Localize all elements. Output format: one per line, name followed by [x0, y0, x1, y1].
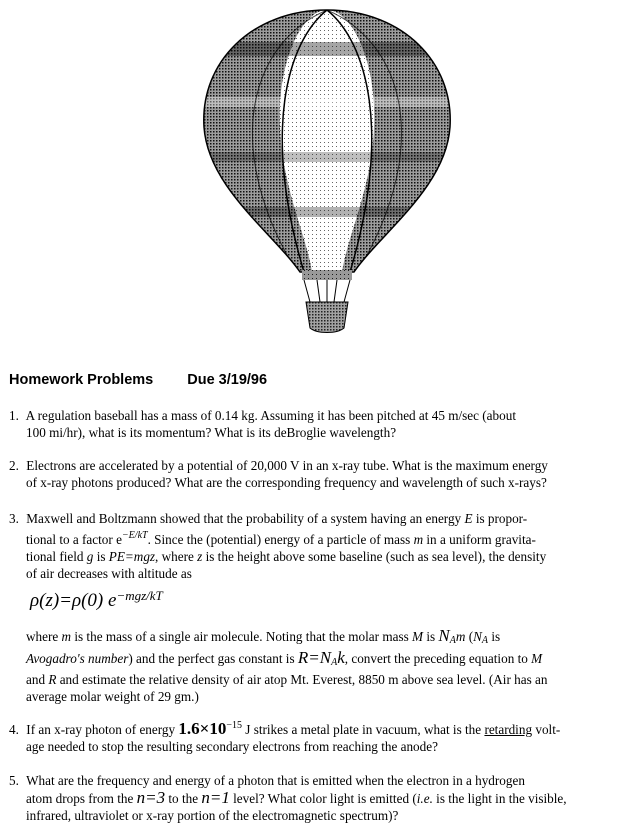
subscript: A [449, 635, 456, 646]
problem-text: volt- [532, 722, 561, 737]
problem-text: and estimate the relative density of air atop Mt. Everest, 8850 m above sea level. (Air has an [56, 672, 548, 687]
problem-text: What are the frequency and energy of a photon that is emitted when the electron in a hydrogen [26, 773, 525, 788]
variable-M: M [412, 629, 424, 644]
quantum-number-3: n=3 [136, 788, 166, 807]
density-equation [30, 588, 163, 612]
problem-text: A regulation baseball has a mass of 0.14 kg. Assuming it has been pitched at 45 m/sec (about [25, 408, 516, 423]
avogadro-term: Avogadro's number [26, 651, 129, 666]
problem-text: age needed to stop the resulting secondary electrons from reaching the anode? [26, 739, 438, 754]
problem-text: is [423, 629, 439, 644]
problem-text: where [26, 629, 62, 644]
problem-text: tional to a factor e [26, 532, 122, 547]
variable-M: M [531, 651, 543, 666]
energy-exponent: −15 [226, 720, 242, 731]
problem-text: and [26, 672, 49, 687]
problem-text: tional field [26, 549, 87, 564]
quantum-number-1: n=1 [201, 788, 230, 807]
problem-text: J strikes a metal plate in vacuum, what is the [241, 722, 485, 737]
problem-text: is the mass of a single air molecule. Noting that the molar mass [71, 629, 413, 644]
due-date: Due 3/19/96 [187, 372, 268, 388]
variable-m: m [413, 532, 424, 547]
variable-E: E [464, 511, 473, 526]
problem-text: is the height above some baseline (such as sea level), the density [202, 549, 547, 564]
problem-number: 3. [9, 511, 19, 526]
problem-text: atom drops from the [26, 791, 137, 806]
problem-text: is [488, 629, 501, 644]
problem-text: Electrons are accelerated by a potential of 20,000 V in an x-ray tube. What is the maximum energy [26, 458, 548, 473]
problem-text: , where [155, 549, 198, 564]
problem-text: level? What color light is emitted ( [229, 791, 417, 806]
problem-text: , convert the preceding equation to [344, 651, 532, 666]
variable-m: m [455, 629, 466, 644]
subscript: A [481, 635, 489, 646]
variable-z: z [197, 549, 203, 564]
problem-5 [9, 772, 639, 824]
photon-energy: 1.6×10 [178, 719, 227, 738]
problem-3-continued [9, 627, 639, 705]
problem-number: 5. [9, 773, 19, 788]
problem-number: 4. [9, 722, 19, 737]
equation-exponent: −mgz/kT [116, 588, 163, 603]
problem-text: Maxwell and Boltzmann showed that the probability of a system having an energy [26, 511, 465, 526]
problem-text: of x-ray photons produced? What are the corresponding frequency and wavelength of such x-rays? [26, 475, 547, 490]
problem-2 [9, 457, 639, 491]
problem-text: ( [465, 629, 474, 644]
problem-text: of air decreases with altitude as [26, 566, 192, 581]
problem-number: 2. [9, 458, 19, 473]
variable-g: g [86, 549, 94, 564]
equation-lhs: ρ(z)=ρ(0) e [30, 590, 117, 611]
problem-text: is the light in the visible, [432, 791, 567, 806]
problem-4 [9, 717, 639, 755]
equation-r: R=N [297, 648, 332, 667]
problem-text: . Since the (potential) energy of a particle of mass [147, 532, 414, 547]
variable-R: R [48, 672, 57, 687]
problem-text: If an x-ray photon of energy [26, 722, 179, 737]
variable-m: m [61, 629, 72, 644]
problem-text: ) and the perfect gas constant is [128, 651, 298, 666]
subscript: A [331, 657, 338, 668]
problem-text: in a uniform gravita- [423, 532, 536, 547]
heading-title: Homework Problems [9, 372, 154, 388]
variable-k: k [337, 648, 345, 667]
hot-air-balloon-illustration [192, 2, 462, 342]
retarding-word: retarding [484, 722, 533, 737]
problem-text: average molar weight of 29 gm.) [26, 689, 199, 704]
problem-text: infrared, ultraviolet or x-ray portion of the electromagnetic spectrum)? [26, 808, 399, 823]
homework-heading [9, 372, 267, 388]
equation-pe: PE=mgz [108, 549, 156, 564]
problem-3 [9, 510, 639, 582]
variable-N: N [438, 626, 450, 645]
problem-number: 1. [9, 408, 19, 423]
ie-abbrev: i.e. [416, 791, 433, 806]
problem-text: is [93, 549, 109, 564]
variable-N: N [473, 629, 482, 644]
problem-1 [9, 407, 639, 441]
problem-text: 100 mi/hr), what is its momentum? What is its deBroglie wavelength? [26, 425, 397, 440]
exponent: −E/kT [121, 530, 148, 541]
problem-text: to the [165, 791, 202, 806]
problem-text: is propor- [472, 511, 528, 526]
